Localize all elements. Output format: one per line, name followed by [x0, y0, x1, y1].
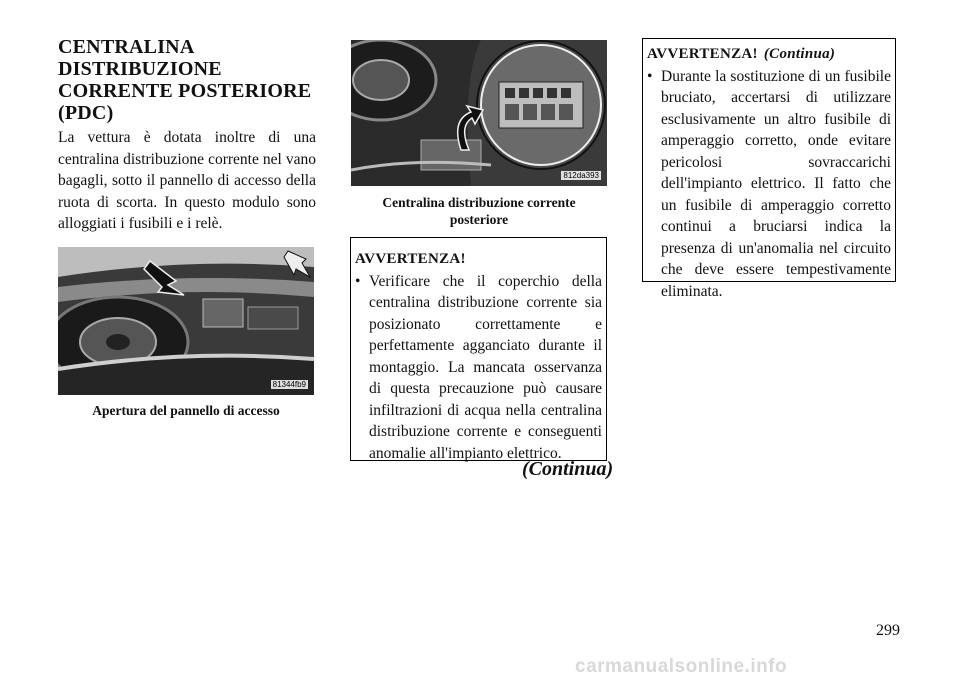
warning-title [647, 44, 891, 66]
warning-bullet-text: Durante la sostituzione di un fusibile bruciato, accertarsi di utilizzare esclusivamente un altro fusibile di amperaggio corretto, onde evitare pericolosi sovraccarichi dell'impianto elettrico. Il fatto che un fusibile di amperaggio corretto continui a bruciarsi indica la presenza di un'anomalia nel circuito che deve essere tempestivamente eliminata. [661, 67, 891, 300]
warning-bullet-text: Verificare che il coperchio della centralina distribuzione corrente sia posizionato correttamente e perfettamente agganciato durante il montaggio. La mancata osservanza di questa precauzione può causare infiltrazioni di acqua nella centralina distribuzione corrente e conseguenti anomalie all'impianto elettrico. [369, 272, 602, 462]
warning-title-text: AVVERTENZA! [647, 46, 758, 62]
pdc-illustration [351, 40, 607, 186]
warning-box-1 [350, 237, 607, 461]
watermark: carmanualsonline.info [575, 656, 788, 677]
continua-label: (Continua) [522, 458, 614, 480]
warning-title: AVVERTENZA! [355, 251, 466, 267]
pdc-caption: Centralina distribuzione corrente posteriore [382, 195, 576, 227]
heading-line-3: CORRENTE POSTERIORE [58, 80, 312, 102]
heading-line-4: (PDC) [58, 102, 114, 124]
access-panel-caption: Apertura del pannello di accesso [92, 403, 280, 418]
figure-code: 81344fb9 [272, 380, 306, 389]
bullet-icon: • [355, 272, 361, 290]
heading-line-1: CENTRALINA [58, 36, 195, 58]
warning-bullet-item [355, 271, 602, 465]
page-number: 299 [876, 622, 900, 639]
heading-line-2: DISTRIBUZIONE [58, 58, 222, 80]
section-heading [58, 36, 328, 124]
intro-paragraph: La vettura è dotata inoltre di una centralina distribuzione corrente nel vano bagagli, sotto il pannello di accesso della ruota di scorta. In questo modulo sono alloggiati i fusibili e i relè. [58, 129, 316, 232]
bullet-icon: • [647, 67, 653, 85]
warning-box-2 [642, 38, 896, 300]
pdc-photo [351, 40, 607, 186]
figure-code: 812da393 [563, 171, 599, 180]
access-panel-photo [58, 247, 314, 395]
access-panel-illustration [58, 247, 314, 395]
warning-title-continued: (Continua) [763, 46, 836, 62]
warning-bullet-item [647, 66, 891, 303]
